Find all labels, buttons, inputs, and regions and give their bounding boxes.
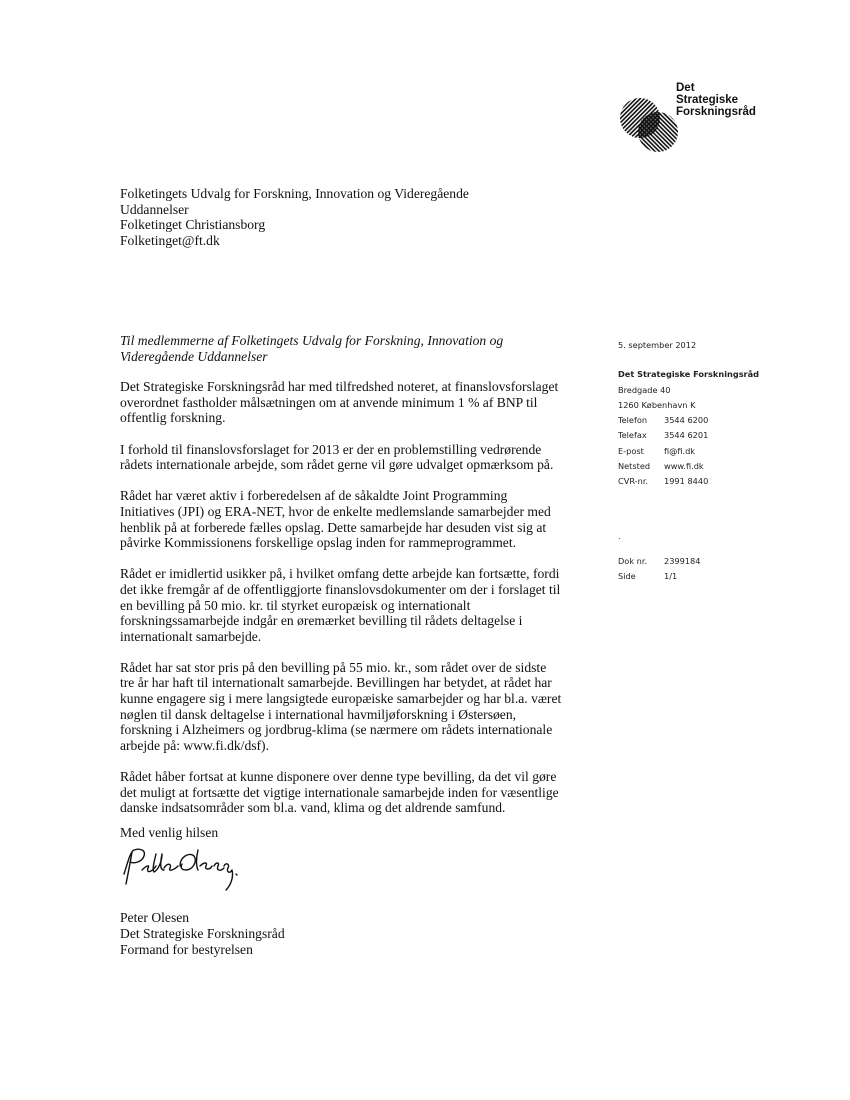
- contact-row: Telefax 3544 6201: [618, 430, 709, 441]
- paragraph: Rådet har været aktiv i forberedelsen af de såkaldte Joint Programming Initiatives (JPI) og ERA-NET, hvor de enkelte medlemslande samarbejder med henblik på at forberede fælles opslag. Dette samarbejde har desuden vist sig at påvirke Kommissionens forskellige opslag inden for rammeprogrammet.: [120, 488, 551, 551]
- recipient-email: Folketinget@ft.dk: [120, 232, 220, 248]
- closing-salutation: Med venlig hilsen: [120, 825, 219, 840]
- contact-row: CVR-nr. 1991 8440: [618, 476, 709, 487]
- contact-row: Netsted www.fi.dk: [618, 461, 704, 472]
- signer-name: Peter Olesen: [120, 910, 190, 925]
- sender-postcode: 1260 København K: [618, 399, 696, 410]
- signer-org: Det Strategiske Forskningsråd: [120, 925, 285, 941]
- sender-address: Bredgade 40: [618, 384, 671, 395]
- paragraph: I forhold til finanslovsforslaget for 2013 er der en problemstilling vedrørende rådets internationale arbejde, som rådet gerne vil gøre udvalget opmærksom på.: [120, 441, 554, 473]
- recipient-line: Folketinget Christiansborg: [120, 217, 266, 232]
- contact-row: E-post fi@fi.dk: [618, 445, 696, 456]
- doc-row: Side 1/1: [618, 570, 678, 581]
- paragraph: Det Strategiske Forskningsråd har med tilfredshed noteret, at finanslovsforslaget overordnet fastholder målsætningen om at anvende minimum 1 % af BNP til offentlig forskning.: [120, 379, 559, 426]
- logo-wordmark: Det Strategiske Forskningsråd: [676, 82, 756, 118]
- recipient-line: Uddannelser: [120, 201, 189, 217]
- dsf-logo: [618, 82, 768, 166]
- separator-dot: .: [618, 530, 621, 541]
- paragraph: Rådet har sat stor pris på den bevilling på 55 mio. kr., som rådet over de sidste tre år har haft til internationalt samarbejde. Bevillingen har betydet, at rådet har kunne engagere sig i mere langsigtede europæiske samarbejder og har bl.a. været nøglen til dansk deltagelse i international havmiljøforskning i Østersøen, forskning i Alzheimers og jordbrug-klima (se nærmere om rådets internationale arbejde på: www.fi.dk/dsf).: [120, 659, 562, 753]
- recipient-line: Folketingets Udvalg for Forskning, Innovation og Videregående: [120, 186, 469, 201]
- signer-block: [120, 910, 285, 957]
- letter-body: [120, 333, 590, 831]
- sender-org: Det Strategiske Forskningsråd: [618, 369, 759, 380]
- signer-title: Formand for bestyrelsen: [120, 941, 253, 957]
- doc-row: Dok nr. 2399184: [618, 555, 701, 566]
- contact-row: Telefon 3544 6200: [618, 415, 709, 426]
- recipient-address: [120, 186, 469, 248]
- handwritten-signature: [118, 840, 248, 895]
- letter-date: 5. september 2012: [618, 340, 697, 350]
- paragraph: Rådet håber fortsat at kunne disponere over denne type bevilling, da det vil gøre det muligt at fortsætte det vigtige internationale samarbejde inden for væsentlige danske indsatsområder som bl.a. vand, klima og det aldrende samfund.: [120, 769, 559, 816]
- sender-info: [618, 338, 759, 584]
- paragraph: Rådet er imidlertid usikker på, i hvilket omfang dette arbejde kan fortsætte, fordi det ikke fremgår af de offentliggjorte finanslovsdokumenter om der i forslaget til en bevilling på 50 mio. kr. til styrket europæisk og internationalt forskningssamarbejde indgår en øremærket bevilling til rådets deltagelse i internationalt samarbejde.: [120, 566, 561, 644]
- letter-heading: Til medlemmerne af Folketingets Udvalg for Forskning, Innovation og Videregående Uddannelser: [120, 333, 504, 364]
